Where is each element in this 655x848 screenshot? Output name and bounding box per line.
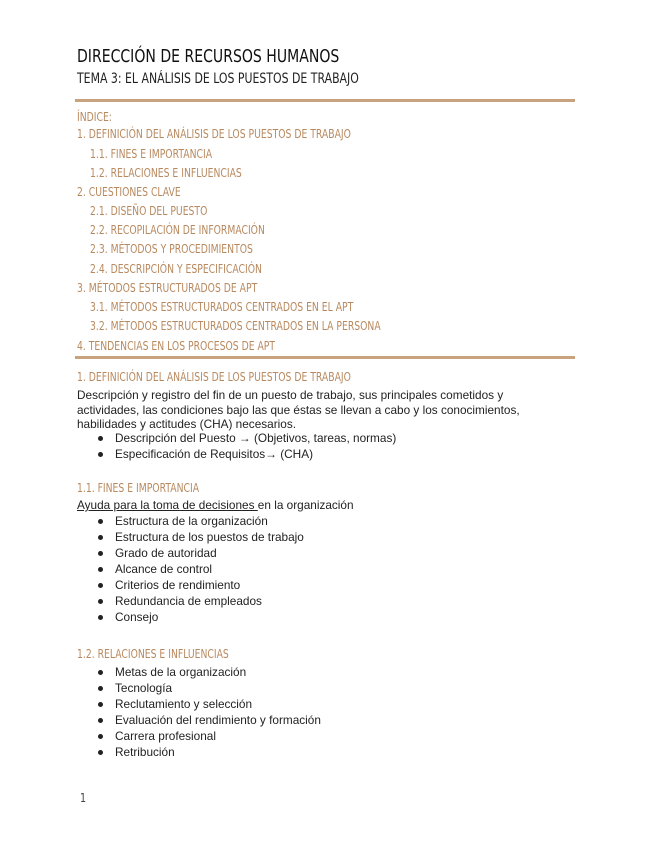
list-item: Especificación de Requisitos→ (CHA)	[96, 446, 396, 462]
toc-item[interactable]: 2.4. DESCRIPCIÓN Y ESPECIFICACIÓN	[90, 261, 262, 276]
list-item: Retribución	[96, 744, 321, 760]
list-item: Metas de la organización	[96, 664, 321, 680]
toc-item[interactable]: 2.1. DISEÑO DEL PUESTO	[90, 203, 208, 218]
list-item: Descripción del Puesto → (Objetivos, tareas, normas)	[96, 430, 396, 446]
toc-item[interactable]: 3. MÉTODOS ESTRUCTURADOS DE APT	[77, 280, 258, 295]
list-item: Estructura de la organización	[96, 513, 304, 529]
intro-rest: en la organización	[257, 498, 354, 512]
toc-item[interactable]: 2. CUESTIONES CLAVE	[77, 184, 181, 199]
list-item: Estructura de los puestos de trabajo	[96, 529, 304, 545]
toc-label: ÍNDICE:	[77, 109, 112, 124]
section-paragraph: Descripción y registro del fin de un puesto de trabajo, sus principales cometidos y actividades, las condiciones bajo las que éstas se llevan a cabo y los conocimientos, habilidades y actitudes (CHA) necesarios.	[77, 388, 520, 432]
toc-item[interactable]: 3.2. MÉTODOS ESTRUCTURADOS CENTRADOS EN LA PERSONA	[90, 318, 381, 333]
list-item: Redundancia de empleados	[96, 593, 304, 609]
section-heading: 1. DEFINICIÓN DEL ANÁLISIS DE LOS PUESTOS DE TRABAJO	[77, 369, 351, 384]
toc-item[interactable]: 3.1. MÉTODOS ESTRUCTURADOS CENTRADOS EN EL APT	[90, 299, 354, 314]
underlined-phrase: Ayuda para la toma de decisiones	[77, 498, 258, 512]
toc-item[interactable]: 2.2. RECOPILACIÓN DE INFORMACIÓN	[90, 222, 265, 237]
bullet-list	[96, 664, 321, 760]
document-subtitle: TEMA 3: EL ANÁLISIS DE LOS PUESTOS DE TRABAJO	[77, 71, 359, 87]
toc-item[interactable]: 1.1. FINES E IMPORTANCIA	[90, 146, 213, 161]
list-item: Grado de autoridad	[96, 545, 304, 561]
toc-item[interactable]: 2.3. MÉTODOS Y PROCEDIMIENTOS	[90, 241, 253, 256]
document-title: DIRECCIÓN DE RECURSOS HUMANOS	[77, 46, 340, 67]
section-intro	[77, 498, 354, 512]
divider-top	[75, 99, 575, 102]
section-heading: 1.2. RELACIONES E INFLUENCIAS	[77, 646, 229, 661]
bullet-list	[96, 513, 304, 625]
page-number: 1	[80, 791, 87, 805]
section-heading: 1.1. FINES E IMPORTANCIA	[77, 480, 200, 495]
list-item: Alcance de control	[96, 561, 304, 577]
divider-toc-bottom	[75, 356, 575, 359]
list-item: Evaluación del rendimiento y formación	[96, 712, 321, 728]
toc-item[interactable]: 1. DEFINICIÓN DEL ANÁLISIS DE LOS PUESTOS DE TRABAJO	[77, 126, 351, 141]
toc-item[interactable]: 4. TENDENCIAS EN LOS PROCESOS DE APT	[77, 338, 276, 353]
list-item: Criterios de rendimiento	[96, 577, 304, 593]
list-item: Consejo	[96, 609, 304, 625]
toc-item[interactable]: 1.2. RELACIONES E INFLUENCIAS	[90, 165, 242, 180]
list-item: Tecnología	[96, 680, 321, 696]
list-item: Reclutamiento y selección	[96, 696, 321, 712]
list-item: Carrera profesional	[96, 728, 321, 744]
bullet-list	[96, 430, 396, 462]
